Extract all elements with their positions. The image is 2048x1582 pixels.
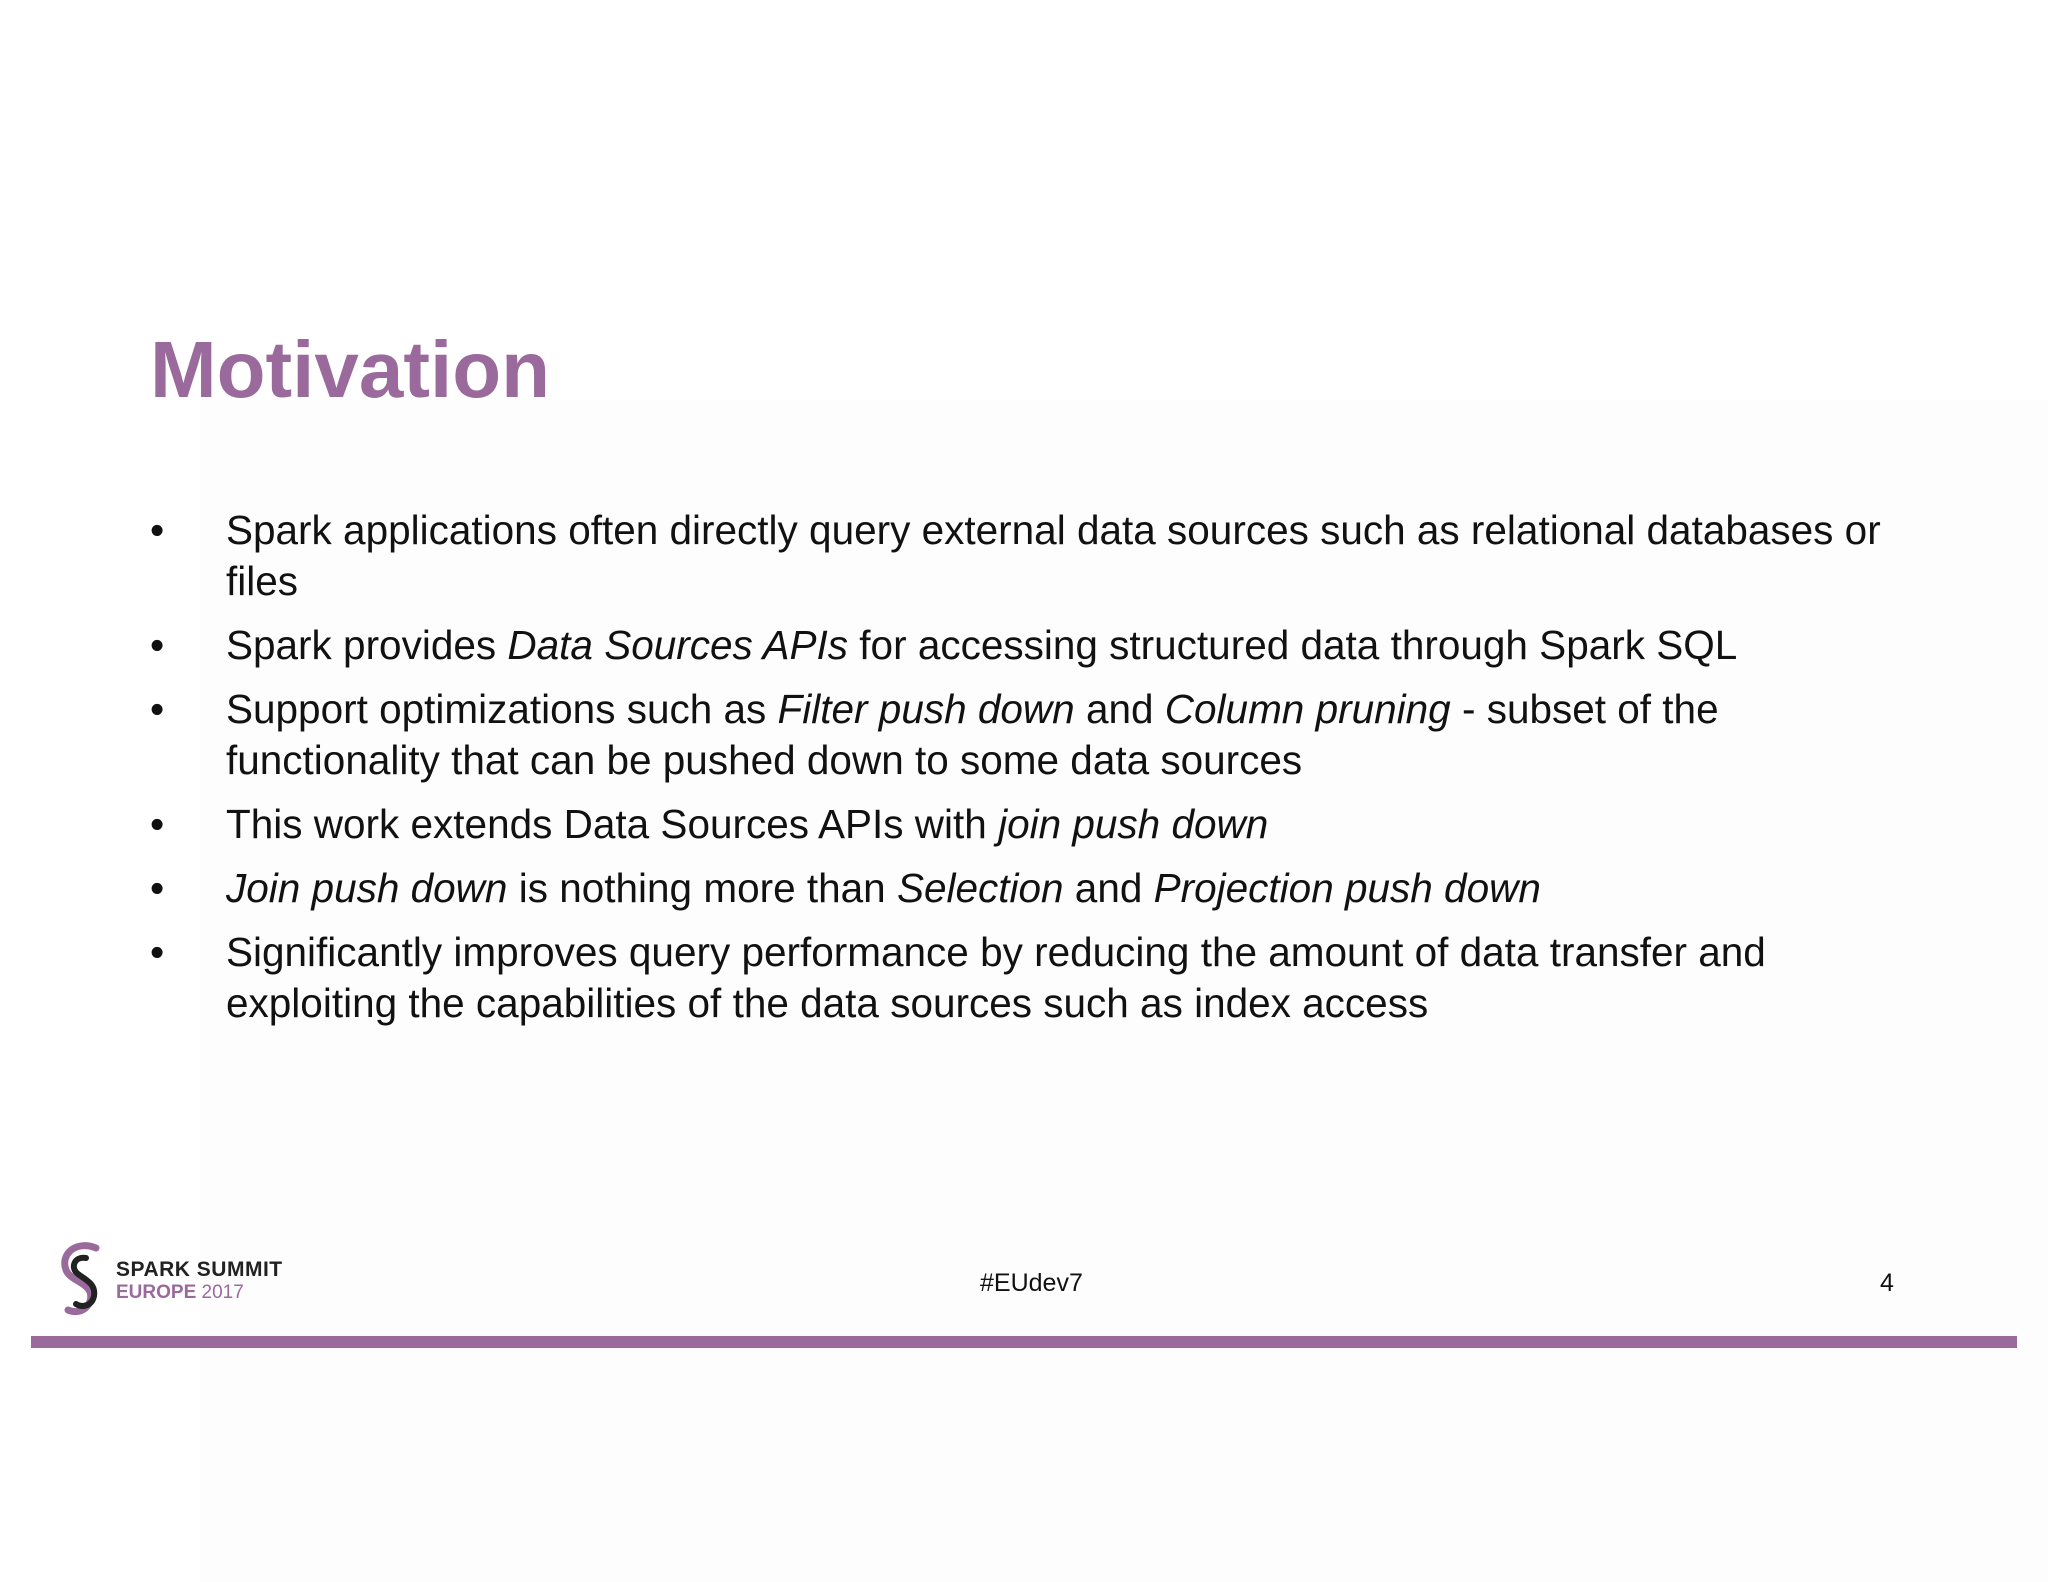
logo-text-europe: EUROPE [116, 1282, 197, 1303]
bullet-text: Support optimizations such as [226, 686, 778, 732]
slide-title: Motivation [150, 325, 550, 414]
bullet-item [150, 505, 1910, 607]
spark-summit-logo [56, 1238, 296, 1326]
spark-swirl-logo-icon [56, 1238, 112, 1326]
bullet-marker: • [150, 507, 165, 553]
bullet-emphasis-text: join push down [998, 801, 1269, 847]
footer-hashtag: #EUdev7 [980, 1269, 1083, 1297]
bullet-text: for accessing structured data through Spark SQL [848, 622, 1738, 668]
bullet-emphasis-text: Data Sources APIs [507, 622, 849, 668]
bullet-text: Spark applications often directly query external data sources such as relational databases or files [226, 507, 1881, 604]
bullet-item [150, 863, 1910, 914]
bullet-text: is nothing more than [507, 865, 897, 911]
bullet-marker: • [150, 686, 165, 732]
bullet-emphasis-text: Column pruning [1164, 686, 1451, 732]
bullet-item [150, 799, 1910, 850]
logo-text-europe-2017 [116, 1282, 244, 1304]
logo-text-year: 2017 [201, 1282, 244, 1303]
bullet-marker: • [150, 801, 165, 847]
page-number: 4 [1880, 1269, 1894, 1297]
bullet-emphasis-text: Projection push down [1153, 865, 1541, 911]
bullet-text: This work extends Data Sources APIs with [226, 801, 999, 847]
bullet-marker: • [150, 865, 165, 911]
bullet-item [150, 620, 1910, 671]
bullet-emphasis-text: Selection [896, 865, 1064, 911]
bullet-text: and [1063, 865, 1154, 911]
bullet-text: Significantly improves query performance by reducing the amount of data transfer and exploiting the capabilities of the data sources such as index access [226, 929, 1766, 1026]
bullet-text: Spark provides [226, 622, 508, 668]
bullet-item [150, 927, 1910, 1029]
bullet-marker: • [150, 929, 165, 975]
bullet-list [150, 505, 1910, 1042]
bullet-emphasis-text: Filter push down [777, 686, 1075, 732]
footer-divider-bar [31, 1336, 2017, 1348]
bullet-marker: • [150, 622, 165, 668]
bullet-text: and [1074, 686, 1165, 732]
bullet-text: - subset of the functionality that can be pushed down to some data sources [226, 686, 1719, 783]
logo-text-spark-summit: SPARK SUMMIT [116, 1258, 283, 1281]
bullet-item [150, 684, 1910, 786]
bullet-emphasis-text: Join push down [226, 865, 508, 911]
